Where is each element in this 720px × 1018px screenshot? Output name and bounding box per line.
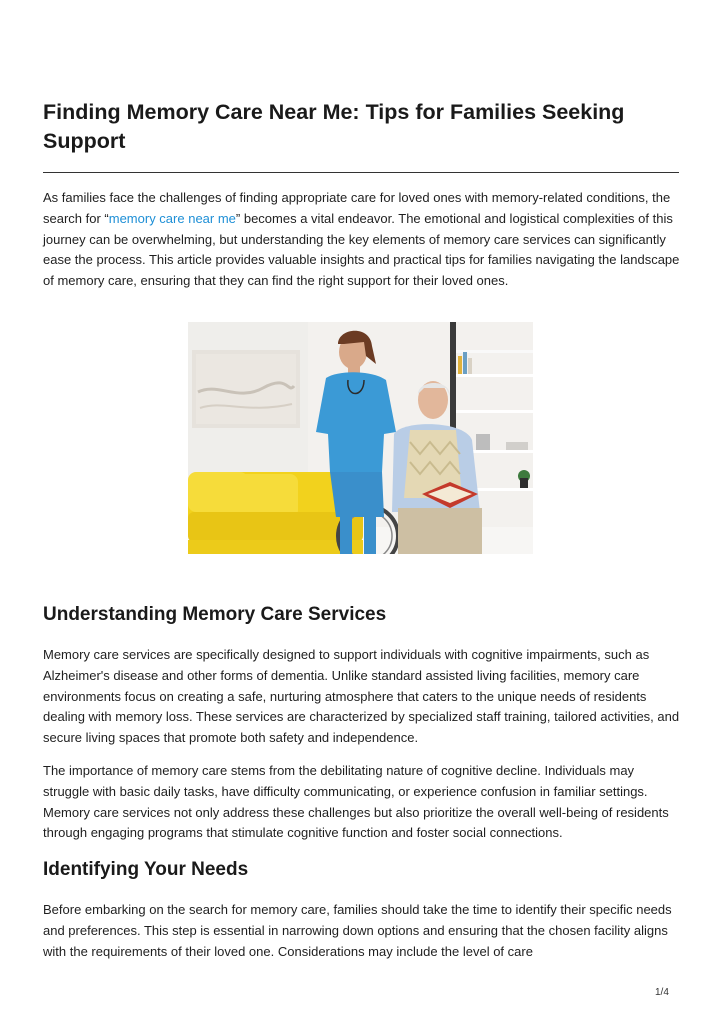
intro-text-after: ” becomes a vital endeavor. The emotional and logistical complexities of this journey can be overwhelming, but understanding the key elements of memory care services can significantly ease the process. This article provides valuable insights and practical tips for families navigating the landscape of memory care, ensuring that they can find the right support for their loved ones. xyxy=(43,210,680,289)
article-photo xyxy=(188,322,533,554)
section-heading-understanding: Understanding Memory Care Services xyxy=(43,604,387,625)
title-divider xyxy=(43,172,679,173)
section-paragraph: Memory care services are specifically designed to support individuals with cognitive impairments, such as Alzheimer's disease and other forms of dementia. Unlike standard assisted living facilities, memory care environments focus on creating a safe, nurturing atmosphere that caters to the unique needs of residents dealing with memory loss. These services are characterized by specialized staff training, tailored activities, and secure living spaces that promote both safety and independence. xyxy=(43,647,680,746)
memory-care-near-me-link[interactable]: memory care near me xyxy=(108,210,236,226)
section-paragraph: The importance of memory care stems from the debilitating nature of cognitive decline. Individuals may struggle with basic daily tasks, have difficulty communicating, or experience confusion in familiar settings. Memory care services not only address these challenges but also prioritize the overall well-being of residents through engaging programs that stimulate cognitive function and foster social connections. xyxy=(43,763,669,841)
intro-paragraph xyxy=(43,188,683,292)
page-number: 1/4 xyxy=(655,987,669,998)
section-paragraph: Before embarking on the search for memory care, families should take the time to identify their specific needs and preferences. This step is essential in narrowing down options and ensuring that the chosen facility aligns with the requirements of their loved one. Considerations may include the level of care xyxy=(43,902,672,959)
page-title: Finding Memory Care Near Me: Tips for Families Seeking Support xyxy=(43,100,625,153)
intro-text-before: As families face the challenges of finding appropriate care for loved ones with memory-related conditions, the search for “ xyxy=(43,190,671,226)
section-heading-identifying-needs: Identifying Your Needs xyxy=(43,859,249,880)
nurse-with-elderly-man-illustration xyxy=(188,322,533,554)
